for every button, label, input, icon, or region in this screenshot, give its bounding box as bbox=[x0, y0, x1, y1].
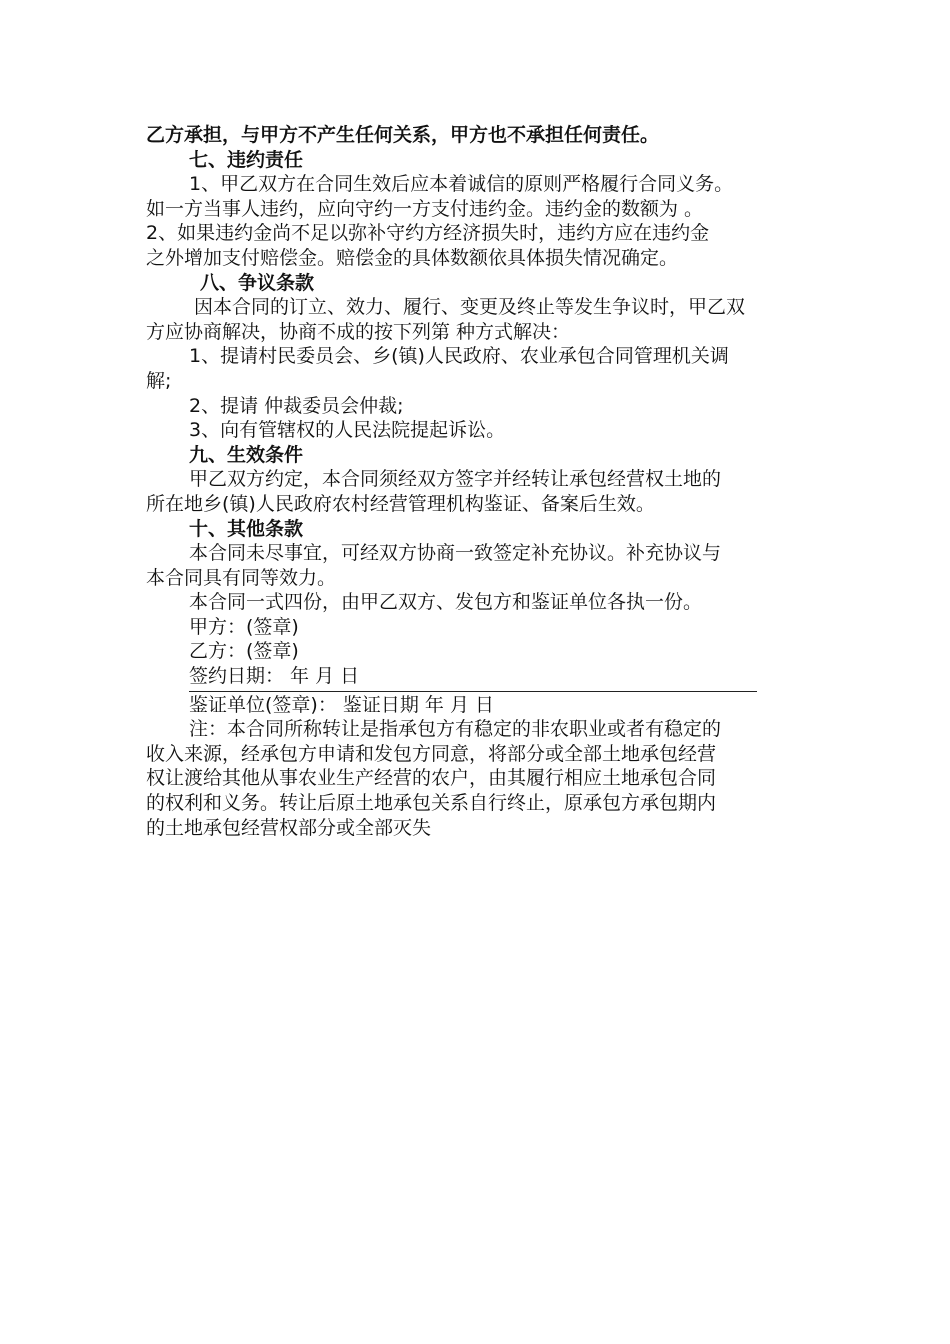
section-heading-9: 九、生效条件 bbox=[189, 443, 304, 466]
text-line: 甲乙双方约定，本合同须经双方签字并经转让承包经营权土地的 bbox=[189, 468, 722, 491]
text-line: 3、向有管辖权的人民法院提起诉讼。 bbox=[189, 419, 506, 442]
text-line: 权让渡给其他从事农业生产经营的农户，由其履行相应土地承包合同 bbox=[146, 767, 717, 790]
text-line: 本合同未尽事宜，可经双方协商一致签定补充协议。补充协议与 bbox=[189, 542, 722, 565]
party-a-signature: 甲方：(签章) bbox=[189, 615, 299, 638]
text-line: 之外增加支付赔偿金。赔偿金的具体数额依具体损失情况确定。 bbox=[146, 246, 679, 269]
text-line: 1、提请村民委员会、乡(镇)人民政府、农业承包合同管理机关调 bbox=[189, 345, 729, 368]
text-line: 1、甲乙双方在合同生效后应本着诚信的原则严格履行合同义务。 bbox=[189, 173, 734, 196]
section-heading-8: 八、争议条款 bbox=[200, 271, 315, 294]
signing-date: 签约日期： 年 月 日 bbox=[189, 665, 360, 688]
text-line: 解; bbox=[146, 369, 172, 392]
text-line: 2、如果违约金尚不足以弥补守约方经济损失时，违约方应在违约金 bbox=[146, 222, 710, 245]
text-line: 的权利和义务。转让后原土地承包关系自行终止，原承包方承包期内 bbox=[146, 792, 717, 815]
text-line: 的土地承包经营权部分或全部灭失 bbox=[146, 816, 432, 839]
party-b-signature: 乙方：(签章) bbox=[189, 640, 299, 663]
text-line: 方应协商解决，协商不成的按下列第 种方式解决： bbox=[146, 320, 571, 343]
text-line: 如一方当事人违约，应向守约一方支付违约金。违约金的数额为 。 bbox=[146, 197, 704, 220]
text-line: 2、提请 仲裁委员会仲裁; bbox=[189, 394, 404, 417]
section-heading-10: 十、其他条款 bbox=[189, 517, 304, 540]
text-line: 因本合同的订立、效力、履行、变更及终止等发生争议时，甲乙双 bbox=[194, 296, 746, 319]
text-line: 乙方承担，与甲方不产生任何关系，甲方也不承担任何责任。 bbox=[146, 124, 660, 146]
signature-divider bbox=[189, 691, 757, 692]
text-line: 所在地乡(镇)人民政府农村经营管理机构鉴证、备案后生效。 bbox=[146, 492, 655, 515]
text-line: 本合同具有同等效力。 bbox=[146, 566, 337, 589]
text-line: 本合同一式四份，由甲乙双方、发包方和鉴证单位各执一份。 bbox=[189, 591, 703, 614]
text-line: 注：本合同所称转让是指承包方有稳定的非农职业或者有稳定的 bbox=[189, 718, 722, 741]
section-heading-7: 七、违约责任 bbox=[189, 148, 304, 171]
certification-unit: 鉴证单位(签章)： 鉴证日期 年 月 日 bbox=[189, 693, 494, 716]
document-page bbox=[146, 123, 816, 840]
text-line: 收入来源，经承包方申请和发包方同意，将部分或全部土地承包经营 bbox=[146, 742, 717, 765]
